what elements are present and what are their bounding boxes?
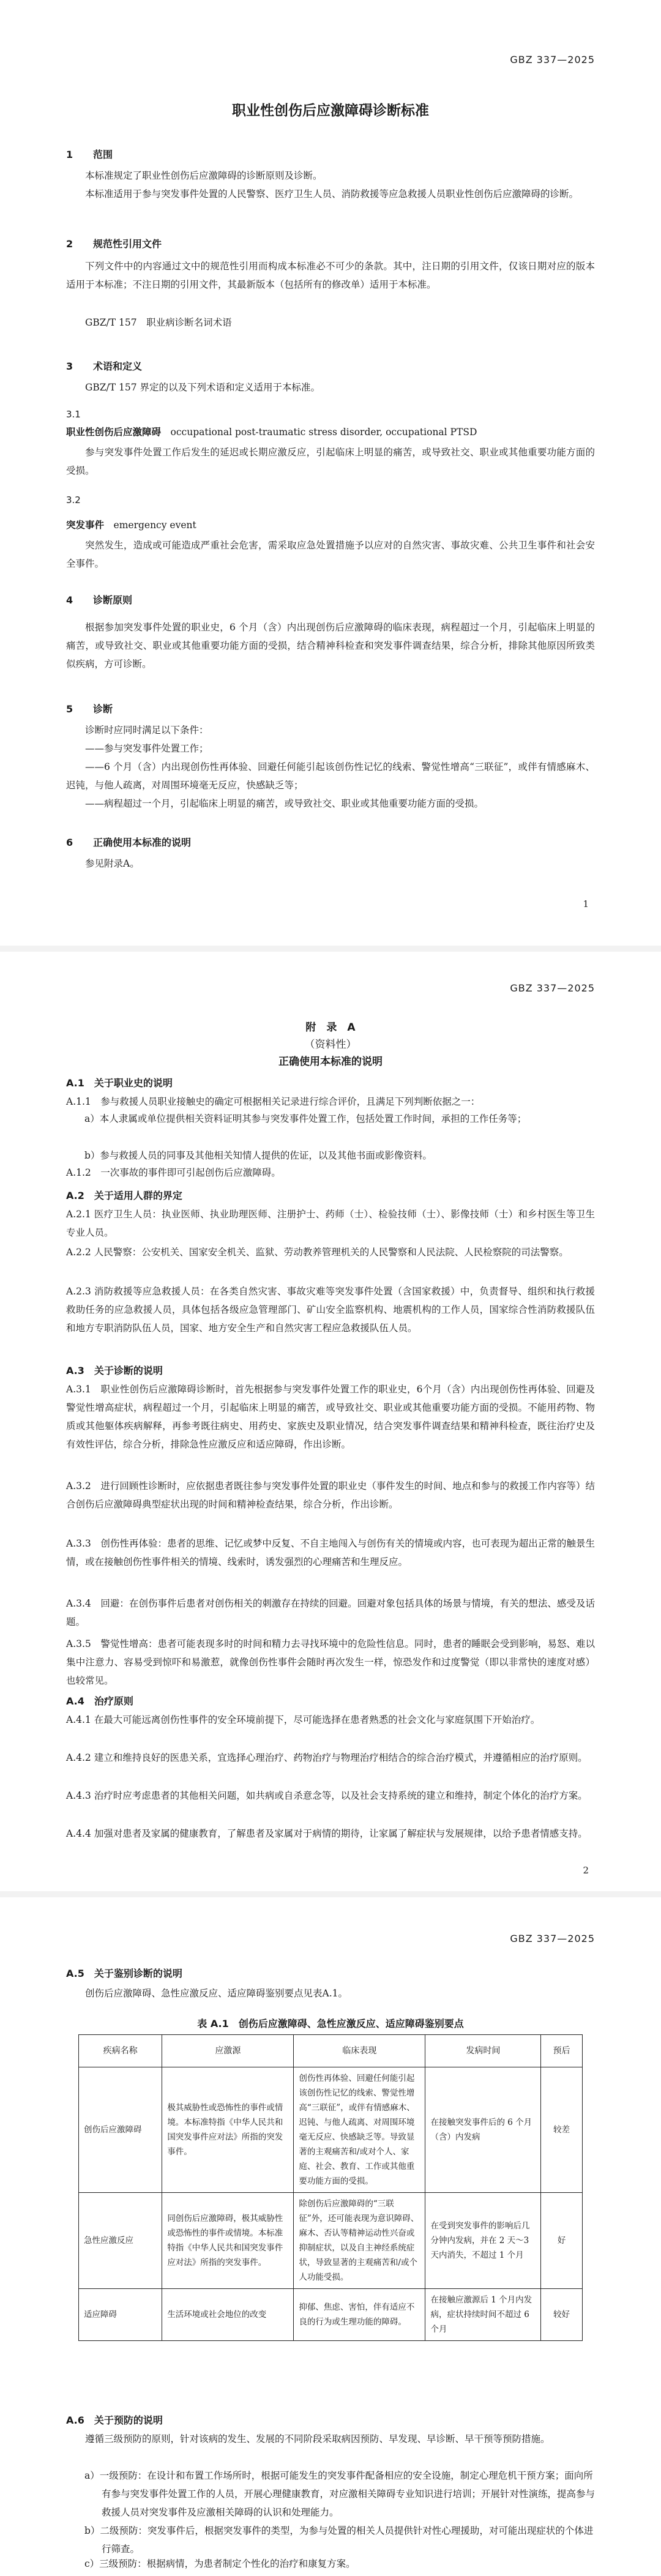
a5-heading: A.5 关于鉴别诊断的说明 [66, 1968, 182, 1979]
table-header-cell: 发病时间 [425, 2035, 541, 2067]
section-4-para-1: 根据参加突发事件处置的职业史，6 个月（含）内出现创伤后应激障碍的临床表现，病程超过一个月，引起临床上明显的痛苦，或导致社交、职业或其他重要功能方面的受损，结合精神科检查和突发事件调查结果，综合分析，排除其他原因所致类似疾病，方可诊断。 [66, 622, 595, 670]
term-3-1-definition: 参与突发事件处置工作后发生的延迟或长期应激反应，引起临床上明显的痛苦，或导致社交、职业或其他重要功能方面的受损。 [66, 447, 595, 476]
a6-heading: A.6 关于预防的说明 [66, 2414, 163, 2426]
a5-para-1: 创伤后应激障碍、急性应激反应、适应障碍鉴别要点见表A.1。 [85, 1988, 348, 1999]
a4-3: A.4.3 治疗时应考虑患者的其他相关问题，如共病或自杀意念等，以及社会支持系统的建立和维持，制定个体化的治疗方案。 [66, 1790, 588, 1801]
section-3-heading: 3 术语和定义 [66, 360, 143, 372]
page-2 [0, 952, 661, 1891]
table-caption: 表 A.1 创伤后应激障碍、急性应激反应、适应障碍鉴别要点 [197, 2018, 464, 2029]
page-number: 1 [583, 898, 589, 909]
page-1 [0, 0, 661, 946]
section-5-para-1: 诊断时应同时满足以下条件： [85, 725, 209, 736]
table-header-row [79, 2035, 583, 2067]
table-cell: 在受到突发事件的影响后几分钟内发病，并在 2 天～3 天内消失，不超过 1 个月 [425, 2193, 541, 2289]
table-cell: 好 [541, 2193, 583, 2289]
term-3-2-definition: 突然发生，造成或可能造成严重社会危害，需采取应急处置措施予以应对的自然灾害、事故灾难、公共卫生事件和社会安全事件。 [66, 540, 595, 569]
a3-1: A.3.1 职业性创伤后应激障碍诊断时，首先根据参与突发事件处置工作的职业史，6个月（含）内出现创伤性再体验、回避及警觉性增高症状，病程超过一个月，引起临床上明显的痛苦，或导致社交、职业或其他重要功能方面的受损。不能用药物、物质或其他躯体疾病解释，再参考既往病史、用药史、家族史及职业情况，结合突发事件调查结果和精神科检查，既往治疗史及有效性评估，综合分析，排除急性应激反应和适应障碍，作出诊断。 [66, 1384, 595, 1450]
table-cell: 在接触突发事件后的 6 个月（含）内发病 [425, 2067, 541, 2193]
a1-1: A.1.1 参与救援人员职业接触史的确定可根据相关记录进行综合评价，且满足下列判断依据之一： [66, 1096, 480, 1107]
table-cell: 极其威胁性或恐怖性的事件或情境。本标准特指《中华人民共和国突发事件应对法》所指的突发事件。 [162, 2067, 294, 2193]
table-cell: 较好 [541, 2289, 583, 2341]
a2-2: A.2.2 人民警察：公安机关、国家安全机关、监狱、劳动教养管理机关的人民警察和人民法院、人民检察院的司法警察。 [66, 1247, 569, 1258]
section-1-para-1: 本标准规定了职业性创伤后应激障碍的诊断原则及诊断。 [85, 170, 323, 181]
a4-4: A.4.4 加强对患者及家属的健康教育，了解患者及家属对于病情的期待，让家属了解症状与发展规律，以给予患者情感支持。 [66, 1828, 588, 1839]
section-3-para-1: GBZ/T 157 界定的以及下列术语和定义适用于本标准。 [85, 382, 321, 393]
section-4-heading: 4 诊断原则 [66, 594, 133, 606]
a3-heading: A.3 关于诊断的说明 [66, 1365, 163, 1376]
annex-title: 正确使用本标准的说明 [278, 1056, 383, 1068]
table-header-cell: 应激源 [162, 2035, 294, 2067]
a2-1: A.2.1 医疗卫生人员：执业医师、执业助理医师、注册护士、药师（士）、检验技师（士）、影像技师（士）和乡村医生等卫生专业人员。 [66, 1209, 595, 1238]
table-cell: 适应障碍 [79, 2289, 162, 2341]
table-header-cell: 预后 [541, 2035, 583, 2067]
differential-diagnosis-table [78, 2034, 583, 2341]
table-cell: 同创伤后应激障碍，极其威胁性或恐怖性的事件或情境。本标准特指《中华人民共和国突发事件应对法》所指的突发事件。 [162, 2193, 294, 2289]
table-cell: 创伤后应激障碍 [79, 2067, 162, 2193]
term-3-1-number: 3.1 [66, 409, 81, 420]
section-5-heading: 5 诊断 [66, 703, 113, 715]
a1-1-a: a）本人隶属或单位提供相关资料证明其参与突发事件处置工作，包括处置工作时间，承担的工作任务等； [84, 1113, 527, 1124]
table-cell: 创伤性再体验、回避任何能引起该创伤性记忆的线索、警觉性增高“三联征”，或伴有情感麻木、迟钝、与他人疏离、对周围环境毫无反应、快感缺乏等。导致显著的主观痛苦和/或对个人、家庭、社会、教育、工作或其他重要功能方面的受损。 [294, 2067, 425, 2193]
standard-number: GBZ 337—2025 [510, 982, 595, 994]
section-2-heading: 2 规范性引用文件 [66, 238, 162, 250]
a6-item-c: c）三级预防：根据病情，为患者制定个性化的治疗和康复方案。 [84, 2558, 356, 2569]
table-cell: 在接触应激源后 1 个月内发病，症状持续时间不超过 6 个月 [425, 2289, 541, 2341]
table-cell: 抑郁、焦虑、害怕，伴有适应不良的行为或生理功能的障碍。 [294, 2289, 425, 2341]
table-cell: 急性应激反应 [79, 2193, 162, 2289]
section-5-condition-1: ——参与突发事件处置工作； [85, 743, 209, 754]
term-3-2-number: 3.2 [66, 495, 81, 506]
standard-number: GBZ 337—2025 [510, 1933, 595, 1944]
section-5-condition-3: ——病程超过一个月，引起临床上明显的痛苦，或导致社交、职业或其他重要功能方面的受损。 [85, 798, 484, 809]
a2-heading: A.2 关于适用人群的界定 [66, 1190, 182, 1201]
table-header-cell: 疾病名称 [79, 2035, 162, 2067]
a1-heading: A.1 关于职业史的说明 [66, 1077, 173, 1089]
a3-5: A.3.5 警觉性增高：患者可能表现多时的时间和精力去寻找环境中的危险性信息。同时，患者的睡眠会受到影响，易怒、难以集中注意力、容易受到惊吓和易激惹，就像创伤性事件会随时再次发生一样，惊恐发作和过度警觉（即以非常快的速度对感）也较常见。 [66, 1638, 595, 1686]
a3-4: A.3.4 回避：在创伤事件后患者对创伤相关的刺激存在持续的回避。回避对象包括具体的场景与情境，有关的想法、感受及话题。 [66, 1598, 595, 1627]
table-cell: 较差 [541, 2067, 583, 2193]
term-3-2-title: 突发事件 emergency event [66, 520, 196, 531]
section-2-reference: GBZ/T 157 职业病诊断名词术语 [85, 317, 232, 328]
a4-heading: A.4 治疗原则 [66, 1695, 133, 1707]
standard-number: GBZ 337—2025 [510, 54, 595, 65]
term-3-1-title: 职业性创伤后应激障碍 occupational post-traumatic stress disorder, occupational PTSD [66, 427, 477, 438]
section-2-para-1: 下列文件中的内容通过文中的规范性引用而构成本标准必不可少的条款。其中，注日期的引用文件，仅该日期对应的版本适用于本标准；不注日期的引用文件，其最新版本（包括所有的修改单）适用于本标准。 [66, 261, 595, 290]
section-1-para-2: 本标准适用于参与突发事件处置的人民警察、医疗卫生人员、消防救援等应急救援人员职业性创伤后应激障碍的诊断。 [85, 189, 579, 200]
table-row [79, 2289, 583, 2341]
section-6-heading: 6 正确使用本标准的说明 [66, 837, 192, 848]
section-5-condition-2: ——6 个月（含）内出现创伤性再体验、回避任何能引起该创伤性记忆的线索、警觉性增高“三联征”，或伴有情感麻木、迟钝，与他人疏离，对周围环境毫无反应，快感缺乏等； [66, 761, 595, 791]
annex-kind: （资料性） [304, 1039, 357, 1051]
table-row [79, 2067, 583, 2193]
a4-2: A.4.2 建立和维持良好的医患关系，宜选择心理治疗、药物治疗与物理治疗相结合的综合治疗模式，并遵循相应的治疗原则。 [66, 1752, 588, 1763]
document-title: 职业性创伤后应激障碍诊断标准 [232, 103, 429, 119]
a6-para-1: 遵循三级预防的原则，针对该病的发生、发展的不同阶段采取病因预防、早发现、早诊断、早干预等预防措施。 [85, 2433, 550, 2444]
a6-item-a: a）一级预防：在设计和布置工作场所时，根据可能发生的突发事件配备相应的安全设施，制定心理危机干预方案；面向所有参与突发事件处置工作的人员，开展心理健康教育，对应激相关障碍专业知识进行培训；开展针对性演练，提高参与救援人员对突发事件及应激相关障碍的认识和处理能力。 [84, 2470, 596, 2518]
a3-2: A.3.2 进行回顾性诊断时，应依据患者既往参与突发事件处置的职业史（事件发生的时间、地点和参与的救援工作内容等）结合创伤后应激障碍典型症状出现的时间和精神检查结果，综合分析，作出诊断。 [66, 1480, 595, 1510]
a4-1: A.4.1 在最大可能远离创伤性事件的安全环境前提下，尽可能选择在患者熟悉的社会文化与家庭氛围下开始治疗。 [66, 1714, 540, 1725]
table-cell: 除创伤后应激障碍的“三联征”外，还可能表现为意识障碍、麻木、否认等精神运动性兴奋或抑制症状，以及自主神经系统症状，导致显著的主观痛苦和/或个人功能受损。 [294, 2193, 425, 2289]
a1-1-b: b）参与救援人员的同事及其他相关知情人提供的佐证，以及其他书面或影像资料。 [84, 1150, 432, 1161]
page-3 [0, 1897, 661, 2576]
a3-3: A.3.3 创伤性再体验：患者的思维、记忆或梦中反复、不自主地闯入与创伤有关的情境或内容，也可表现为超出正常的触景生情，或在接触创伤性事件相关的情境、线索时，诱发强烈的心理痛苦和生理反应。 [66, 1538, 595, 1567]
section-1-heading: 1 范围 [66, 149, 113, 160]
table-row [79, 2193, 583, 2289]
table-cell: 生活环境或社会地位的改变 [162, 2289, 294, 2341]
table-header-cell: 临床表现 [294, 2035, 425, 2067]
a1-2: A.1.2 一次事故的事件即可引起创伤后应激障碍。 [66, 1167, 281, 1178]
section-6-para-1: 参见附录A。 [85, 858, 140, 869]
a6-item-b: b）二级预防：突发事件后，根据突发事件的类型，为参与处置的相关人员提供针对性心理援助，对可能出现症状的个体进行筛查。 [84, 2525, 594, 2555]
a2-3: A.2.3 消防救援等应急救援人员：在各类自然灾害、事故灾难等突发事件处置（含国家救援）中，负责督导、组织和执行救援救助任务的应急救援人员，具体包括各级应急管理部门、矿山安全监察机构、地震机构的工作人员，国家综合性消防救援队伍和地方专职消防队伍人员，国家、地方安全生产和自然灾害工程应急救援队伍人员。 [66, 1286, 595, 1334]
annex-label: 附 录 A [305, 1021, 356, 1034]
page-number: 2 [583, 1865, 589, 1876]
